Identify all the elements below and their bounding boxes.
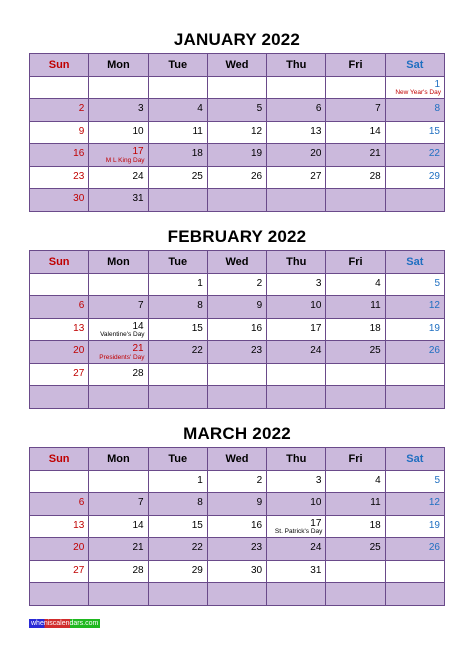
holiday-label: Presidents' Day bbox=[99, 353, 145, 361]
weekday-header: Wed bbox=[207, 448, 266, 471]
day-cell[interactable] bbox=[148, 560, 207, 583]
month-title: FEBRUARY 2022 bbox=[167, 227, 307, 246]
day-number: 20 bbox=[73, 542, 85, 553]
day-cell[interactable] bbox=[148, 296, 207, 319]
day-cell[interactable] bbox=[30, 144, 89, 167]
day-cell[interactable] bbox=[207, 296, 266, 319]
day-cell bbox=[267, 189, 326, 212]
day-cell[interactable] bbox=[326, 144, 385, 167]
day-cell[interactable] bbox=[385, 538, 444, 561]
holiday-label: Valentine's Day bbox=[100, 331, 145, 338]
day-number: 5 bbox=[434, 277, 440, 289]
day-cell[interactable] bbox=[148, 166, 207, 189]
week-row bbox=[30, 560, 445, 583]
day-cell[interactable] bbox=[267, 144, 326, 167]
holiday-label: St. Patrick's Day bbox=[274, 528, 323, 535]
day-cell bbox=[30, 76, 89, 99]
weekday-header: Wed bbox=[207, 54, 266, 77]
week-row bbox=[30, 76, 445, 99]
day-cell[interactable] bbox=[89, 341, 148, 364]
day-cell[interactable] bbox=[30, 166, 89, 189]
day-number: 10 bbox=[310, 497, 322, 508]
weekday-header: Sat bbox=[385, 448, 444, 471]
day-number: 25 bbox=[369, 345, 381, 356]
day-cell bbox=[326, 363, 385, 386]
day-cell bbox=[30, 386, 89, 409]
day-cell[interactable] bbox=[30, 363, 89, 386]
weekday-header: Mon bbox=[89, 448, 148, 471]
day-number: 11 bbox=[192, 125, 203, 137]
day-cell[interactable] bbox=[30, 318, 89, 341]
day-number: 18 bbox=[369, 322, 381, 334]
day-cell[interactable] bbox=[385, 515, 444, 538]
day-cell[interactable] bbox=[30, 515, 89, 538]
day-cell[interactable] bbox=[385, 341, 444, 364]
day-number: 26 bbox=[251, 170, 263, 182]
day-cell bbox=[89, 273, 148, 296]
weekday-header: Sat bbox=[385, 251, 444, 274]
week-row bbox=[30, 273, 445, 296]
day-cell[interactable] bbox=[89, 515, 148, 538]
day-cell bbox=[267, 583, 326, 606]
holiday-label: M L King Day bbox=[105, 156, 145, 164]
weekday-header: Fri bbox=[326, 251, 385, 274]
weekday-header: Tue bbox=[148, 251, 207, 274]
week-row bbox=[30, 144, 445, 167]
week-row bbox=[30, 121, 445, 144]
day-cell bbox=[89, 76, 148, 99]
day-number: 10 bbox=[132, 125, 144, 137]
day-cell[interactable] bbox=[89, 166, 148, 189]
day-cell[interactable] bbox=[385, 470, 444, 493]
day-number: 18 bbox=[191, 148, 203, 159]
day-cell[interactable] bbox=[207, 493, 266, 516]
day-number: 8 bbox=[197, 497, 203, 508]
day-number: 28 bbox=[132, 367, 144, 379]
day-number: 22 bbox=[191, 542, 203, 553]
day-cell bbox=[148, 386, 207, 409]
day-number: 26 bbox=[428, 542, 440, 553]
weekday-header: Sat bbox=[385, 54, 444, 77]
day-number: 14 bbox=[132, 320, 144, 332]
day-cell[interactable] bbox=[89, 189, 148, 212]
weekday-header: Thu bbox=[267, 251, 326, 274]
day-cell[interactable] bbox=[89, 121, 148, 144]
day-number: 20 bbox=[73, 345, 85, 356]
day-cell[interactable] bbox=[207, 515, 266, 538]
day-number: 31 bbox=[310, 564, 322, 576]
day-number: 3 bbox=[315, 474, 322, 486]
weekday-header: Wed bbox=[207, 251, 266, 274]
day-cell[interactable] bbox=[148, 341, 207, 364]
day-cell[interactable] bbox=[207, 470, 266, 493]
day-cell[interactable] bbox=[267, 515, 326, 538]
day-cell bbox=[89, 583, 148, 606]
day-number: 2 bbox=[256, 474, 263, 486]
day-number: 23 bbox=[73, 170, 85, 182]
day-number: 19 bbox=[428, 322, 440, 334]
brand-watermark[interactable]: wheniscalendars.com bbox=[31, 620, 99, 627]
day-cell[interactable] bbox=[148, 121, 207, 144]
day-cell[interactable] bbox=[267, 470, 326, 493]
day-number: 24 bbox=[310, 345, 322, 356]
day-cell[interactable] bbox=[385, 296, 444, 319]
month-grid bbox=[29, 53, 445, 212]
day-cell[interactable] bbox=[207, 318, 266, 341]
day-cell[interactable] bbox=[267, 493, 326, 516]
day-number: 9 bbox=[78, 125, 85, 137]
day-number: 8 bbox=[197, 300, 203, 311]
day-cell[interactable] bbox=[326, 273, 385, 296]
day-number: 24 bbox=[310, 542, 322, 553]
day-cell[interactable] bbox=[326, 166, 385, 189]
day-number: 6 bbox=[78, 300, 85, 311]
day-number: 1 bbox=[197, 474, 203, 486]
day-cell bbox=[385, 386, 444, 409]
day-cell bbox=[207, 189, 266, 212]
day-cell[interactable] bbox=[30, 189, 89, 212]
day-number: 29 bbox=[191, 564, 203, 576]
day-number: 27 bbox=[73, 367, 85, 379]
day-cell[interactable] bbox=[326, 341, 385, 364]
weekday-header-row bbox=[30, 448, 445, 471]
day-cell[interactable] bbox=[207, 166, 266, 189]
day-cell[interactable] bbox=[385, 76, 444, 99]
day-cell[interactable] bbox=[30, 560, 89, 583]
day-cell[interactable] bbox=[267, 560, 326, 583]
weekday-header: Sun bbox=[30, 251, 89, 274]
day-cell[interactable] bbox=[207, 273, 266, 296]
day-number: 26 bbox=[428, 345, 440, 356]
day-cell[interactable] bbox=[207, 560, 266, 583]
day-cell[interactable] bbox=[326, 493, 385, 516]
day-number: 17 bbox=[132, 146, 144, 157]
day-number: 22 bbox=[428, 148, 440, 159]
day-number: 24 bbox=[132, 170, 144, 182]
day-number: 5 bbox=[256, 103, 263, 114]
week-row bbox=[30, 386, 445, 409]
day-cell[interactable] bbox=[326, 99, 385, 122]
day-number: 14 bbox=[132, 519, 144, 531]
day-cell bbox=[148, 363, 207, 386]
day-cell[interactable] bbox=[326, 470, 385, 493]
day-number: 27 bbox=[73, 564, 85, 576]
day-cell[interactable] bbox=[148, 470, 207, 493]
weekday-header-row bbox=[30, 251, 445, 274]
day-number: 12 bbox=[251, 125, 263, 137]
day-cell bbox=[30, 273, 89, 296]
day-cell bbox=[148, 76, 207, 99]
day-cell[interactable] bbox=[89, 538, 148, 561]
weekday-header: Mon bbox=[89, 54, 148, 77]
day-cell[interactable] bbox=[385, 166, 444, 189]
day-cell[interactable] bbox=[267, 296, 326, 319]
day-cell[interactable] bbox=[207, 144, 266, 167]
day-cell[interactable] bbox=[385, 144, 444, 167]
day-cell[interactable] bbox=[326, 296, 385, 319]
day-number: 16 bbox=[73, 148, 85, 159]
day-number: 9 bbox=[256, 497, 263, 508]
day-number: 20 bbox=[310, 148, 322, 159]
day-number: 15 bbox=[428, 125, 440, 137]
day-cell[interactable] bbox=[89, 318, 148, 341]
day-number: 3 bbox=[138, 103, 144, 114]
weekday-header: Thu bbox=[267, 448, 326, 471]
day-cell bbox=[385, 189, 444, 212]
day-cell[interactable] bbox=[89, 493, 148, 516]
day-cell[interactable] bbox=[267, 341, 326, 364]
day-number: 3 bbox=[315, 277, 322, 289]
day-number: 28 bbox=[132, 564, 144, 576]
day-number: 21 bbox=[132, 542, 144, 553]
day-cell bbox=[326, 386, 385, 409]
day-number: 13 bbox=[73, 322, 85, 334]
day-cell bbox=[267, 363, 326, 386]
day-cell bbox=[30, 470, 89, 493]
day-cell[interactable] bbox=[326, 318, 385, 341]
day-cell[interactable] bbox=[385, 273, 444, 296]
day-cell bbox=[385, 583, 444, 606]
day-number: 27 bbox=[310, 170, 322, 182]
day-cell[interactable] bbox=[207, 121, 266, 144]
day-cell[interactable] bbox=[30, 341, 89, 364]
day-cell bbox=[385, 560, 444, 583]
day-cell[interactable] bbox=[30, 121, 89, 144]
week-row bbox=[30, 189, 445, 212]
holiday-label: New Year's Day bbox=[395, 89, 441, 96]
day-number: 21 bbox=[369, 148, 381, 159]
day-cell bbox=[207, 583, 266, 606]
day-number: 1 bbox=[197, 277, 203, 289]
day-cell bbox=[30, 583, 89, 606]
day-cell[interactable] bbox=[148, 318, 207, 341]
day-number: 23 bbox=[251, 345, 263, 356]
day-number: 18 bbox=[369, 519, 381, 531]
day-cell[interactable] bbox=[267, 273, 326, 296]
day-cell[interactable] bbox=[89, 560, 148, 583]
day-cell[interactable] bbox=[89, 363, 148, 386]
day-cell[interactable] bbox=[267, 318, 326, 341]
day-cell[interactable] bbox=[207, 341, 266, 364]
day-cell[interactable] bbox=[30, 296, 89, 319]
day-number: 4 bbox=[197, 103, 203, 114]
day-number: 22 bbox=[191, 345, 203, 356]
week-row bbox=[30, 99, 445, 122]
weekday-header: Mon bbox=[89, 251, 148, 274]
day-number: 17 bbox=[310, 517, 322, 529]
day-cell bbox=[326, 76, 385, 99]
week-row bbox=[30, 166, 445, 189]
day-cell[interactable] bbox=[385, 121, 444, 144]
day-cell[interactable] bbox=[148, 538, 207, 561]
day-cell[interactable] bbox=[267, 99, 326, 122]
day-number: 30 bbox=[73, 193, 85, 204]
day-cell[interactable] bbox=[148, 273, 207, 296]
weekday-header: Tue bbox=[148, 448, 207, 471]
day-number: 16 bbox=[251, 322, 263, 334]
day-cell bbox=[207, 76, 266, 99]
day-number: 30 bbox=[251, 564, 263, 576]
day-number: 19 bbox=[428, 519, 440, 531]
day-cell bbox=[385, 363, 444, 386]
day-cell[interactable] bbox=[148, 515, 207, 538]
day-number: 13 bbox=[73, 519, 85, 531]
day-cell bbox=[326, 583, 385, 606]
weekday-header: Fri bbox=[326, 54, 385, 77]
day-cell[interactable] bbox=[89, 296, 148, 319]
day-number: 29 bbox=[428, 170, 440, 182]
month-grid bbox=[29, 447, 445, 606]
week-row bbox=[30, 363, 445, 386]
day-cell bbox=[326, 189, 385, 212]
day-number: 19 bbox=[251, 148, 263, 159]
day-cell[interactable] bbox=[267, 166, 326, 189]
day-number: 15 bbox=[191, 322, 203, 334]
day-number: 25 bbox=[191, 170, 203, 182]
day-cell[interactable] bbox=[207, 538, 266, 561]
day-number: 21 bbox=[132, 343, 144, 354]
month-title: JANUARY 2022 bbox=[173, 30, 301, 49]
week-row bbox=[30, 341, 445, 364]
day-number: 4 bbox=[375, 474, 381, 486]
week-row bbox=[30, 515, 445, 538]
day-number: 31 bbox=[132, 193, 144, 204]
week-row bbox=[30, 538, 445, 561]
day-number: 17 bbox=[310, 322, 322, 334]
weekday-header: Thu bbox=[267, 54, 326, 77]
day-cell bbox=[207, 386, 266, 409]
day-number: 7 bbox=[375, 103, 381, 114]
day-cell bbox=[148, 583, 207, 606]
day-number: 12 bbox=[428, 300, 440, 311]
week-row bbox=[30, 296, 445, 319]
week-row bbox=[30, 493, 445, 516]
day-number: 13 bbox=[310, 125, 322, 137]
day-number: 7 bbox=[138, 497, 144, 508]
day-cell[interactable] bbox=[267, 538, 326, 561]
day-cell bbox=[148, 189, 207, 212]
day-cell[interactable] bbox=[385, 493, 444, 516]
day-number: 6 bbox=[78, 497, 85, 508]
day-cell[interactable] bbox=[148, 493, 207, 516]
day-cell[interactable] bbox=[267, 121, 326, 144]
day-number: 25 bbox=[369, 542, 381, 553]
day-number: 2 bbox=[78, 103, 85, 114]
day-number: 5 bbox=[434, 474, 440, 486]
week-row bbox=[30, 318, 445, 341]
day-cell[interactable] bbox=[89, 144, 148, 167]
month-title: MARCH 2022 bbox=[183, 424, 291, 443]
month-grid bbox=[29, 250, 445, 409]
week-row bbox=[30, 583, 445, 606]
day-number: 6 bbox=[315, 103, 322, 114]
day-number: 16 bbox=[251, 519, 263, 531]
day-cell bbox=[89, 386, 148, 409]
day-cell[interactable] bbox=[385, 318, 444, 341]
day-cell[interactable] bbox=[385, 99, 444, 122]
day-cell[interactable] bbox=[30, 493, 89, 516]
day-number: 4 bbox=[375, 277, 381, 289]
weekday-header: Sun bbox=[30, 54, 89, 77]
weekday-header-row bbox=[30, 54, 445, 77]
day-number: 28 bbox=[369, 170, 381, 182]
day-cell[interactable] bbox=[148, 144, 207, 167]
day-cell[interactable] bbox=[207, 99, 266, 122]
day-cell bbox=[326, 560, 385, 583]
day-cell bbox=[207, 363, 266, 386]
day-cell[interactable] bbox=[326, 121, 385, 144]
day-cell[interactable] bbox=[326, 515, 385, 538]
day-cell bbox=[89, 470, 148, 493]
day-number: 8 bbox=[434, 103, 440, 114]
weekday-header: Fri bbox=[326, 448, 385, 471]
day-number: 2 bbox=[256, 277, 263, 289]
day-number: 11 bbox=[370, 497, 381, 508]
day-number: 1 bbox=[434, 78, 440, 90]
day-number: 14 bbox=[369, 125, 381, 137]
week-row bbox=[30, 470, 445, 493]
day-number: 10 bbox=[310, 300, 322, 311]
day-cell[interactable] bbox=[30, 538, 89, 561]
day-cell bbox=[267, 76, 326, 99]
day-number: 11 bbox=[370, 300, 381, 311]
day-cell[interactable] bbox=[326, 538, 385, 561]
day-cell[interactable] bbox=[89, 99, 148, 122]
day-number: 9 bbox=[256, 300, 263, 311]
day-cell[interactable] bbox=[148, 99, 207, 122]
day-cell bbox=[267, 386, 326, 409]
day-number: 12 bbox=[428, 497, 440, 508]
day-number: 7 bbox=[138, 300, 144, 311]
weekday-header: Tue bbox=[148, 54, 207, 77]
day-number: 23 bbox=[251, 542, 263, 553]
weekday-header: Sun bbox=[30, 448, 89, 471]
day-cell[interactable] bbox=[30, 99, 89, 122]
day-number: 15 bbox=[191, 519, 203, 531]
